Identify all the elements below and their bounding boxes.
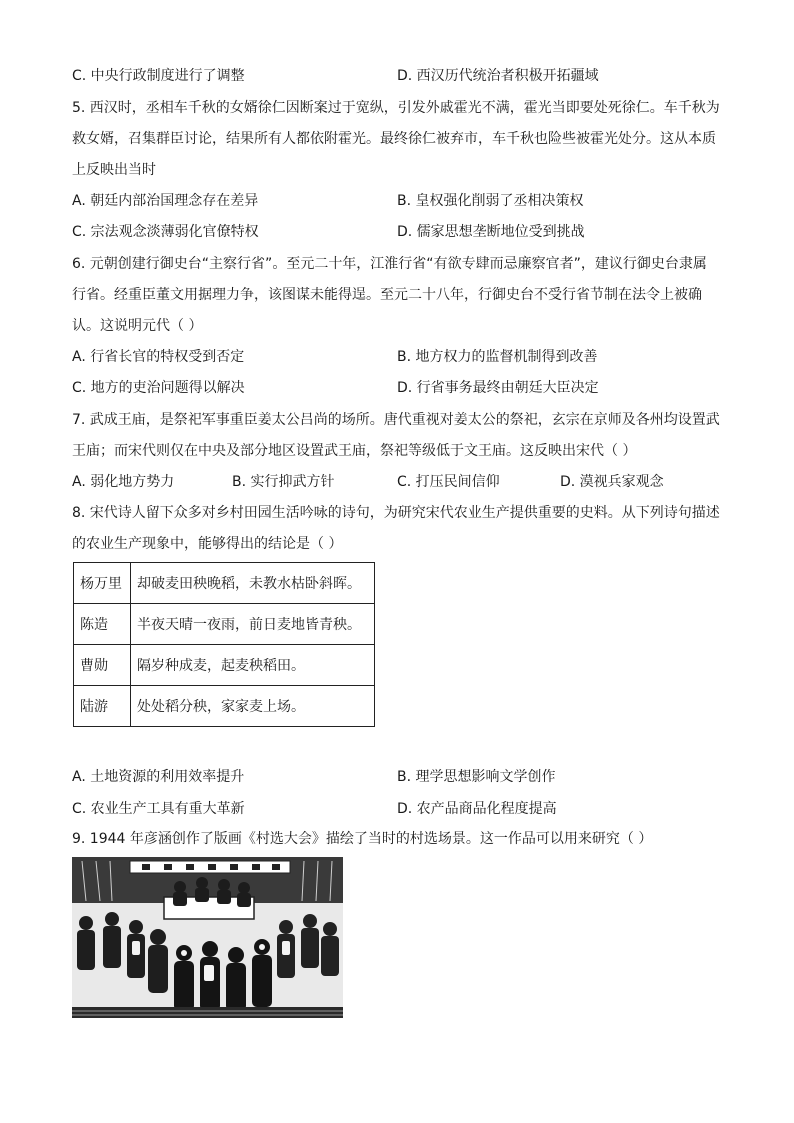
table-row xyxy=(74,645,375,686)
poet-cell: 陆游 xyxy=(74,686,131,727)
q8-stem-line-2: 的农业生产现象中，能够得出的结论是（ ） xyxy=(72,536,343,552)
q8-option-d: D. 农产品商品化程度提高 xyxy=(397,801,557,817)
q5-option-a: A. 朝廷内部治国理念存在差异 xyxy=(72,193,259,209)
q6-option-b: B. 地方权力的监督机制得到改善 xyxy=(397,349,598,365)
table-row xyxy=(74,686,375,727)
q6-stem-line-2: 行省。经重臣董文用据理力争，该图谋未能得逞。至元二十八年，行御史台不受行省节制在法令上被确 xyxy=(72,287,702,303)
q7-option-d: D. 漠视兵家观念 xyxy=(560,474,664,490)
q6-option-d: D. 行省事务最终由朝廷大臣决定 xyxy=(397,380,599,396)
q7-option-c: C. 打压民间信仰 xyxy=(397,474,500,490)
q5-option-d: D. 儒家思想垄断地位受到挑战 xyxy=(397,224,585,240)
q6-stem-line-3: 认。这说明元代（ ） xyxy=(72,318,203,334)
q5-option-c: C. 宗法观念淡薄弱化官僚特权 xyxy=(72,224,259,240)
q8-stem-line-1: 8. 宋代诗人留下众多对乡村田园生活吟咏的诗句，为研究宋代农业生产提供重要的史料。从下列诗句描述 xyxy=(72,505,720,521)
q8-option-a: A. 土地资源的利用效率提升 xyxy=(72,769,245,785)
q6-option-a: A. 行省长官的特权受到否定 xyxy=(72,349,245,365)
q7-stem-line-1: 7. 武成王庙，是祭祀军事重臣姜太公吕尚的场所。唐代重视对姜太公的祭祀，玄宗在京师及各州均设置武 xyxy=(72,412,720,428)
q6-option-c: C. 地方的吏治问题得以解决 xyxy=(72,380,245,396)
q8-option-b: B. 理学思想影响文学创作 xyxy=(397,769,556,785)
table-row xyxy=(74,563,375,604)
verse-cell: 处处稻分秧，家家麦上场。 xyxy=(131,686,375,727)
verse-cell: 隔岁种成麦，起麦秧稻田。 xyxy=(131,645,375,686)
poet-cell: 陈造 xyxy=(74,604,131,645)
q4-option-d: D. 西汉历代统治者积极开拓疆域 xyxy=(397,68,599,84)
poem-table xyxy=(73,562,375,727)
q7-option-b: B. 实行抑武方针 xyxy=(232,474,335,490)
q7-option-a: A. 弱化地方势力 xyxy=(72,474,175,490)
q4-option-c: C. 中央行政制度进行了调整 xyxy=(72,68,245,84)
q6-stem-line-1: 6. 元朝创建行御史台“主察行省”。至元二十年，江淮行省“有欲专肆而忌廉察官者”，建议行御史台隶属 xyxy=(72,256,707,272)
verse-cell: 半夜天晴一夜雨，前日麦地皆青秧。 xyxy=(131,604,375,645)
table-row xyxy=(74,604,375,645)
q9-stem: 9. 1944 年彦涵创作了版画《村选大会》描绘了当时的村选场景。这一作品可以用来研究（ ） xyxy=(72,831,653,847)
poet-cell: 杨万里 xyxy=(74,563,131,604)
verse-cell: 却破麦田秧晚稻，未教水枯卧斜晖。 xyxy=(131,563,375,604)
q5-stem-line-2: 救女婿，召集群臣讨论，结果所有人都依附霍光。最终徐仁被弃市，车千秋也险些被霍光处分。这从本质 xyxy=(72,131,716,147)
poet-cell: 曹勋 xyxy=(74,645,131,686)
q8-option-c: C. 农业生产工具有重大革新 xyxy=(72,801,245,817)
q5-stem-line-3: 上反映出当时 xyxy=(72,162,156,178)
woodcut-print-image xyxy=(72,857,343,1018)
q7-stem-line-2: 王庙；而宋代则仅在中央及部分地区设置武王庙，祭祀等级低于文王庙。这反映出宋代（ ） xyxy=(72,443,637,459)
q5-stem-line-1: 5. 西汉时，丞相车千秋的女婿徐仁因断案过于宽纵，引发外戚霍光不满，霍光当即要处死徐仁。车千秋为 xyxy=(72,100,720,116)
q5-option-b: B. 皇权强化削弱了丞相决策权 xyxy=(397,193,584,209)
